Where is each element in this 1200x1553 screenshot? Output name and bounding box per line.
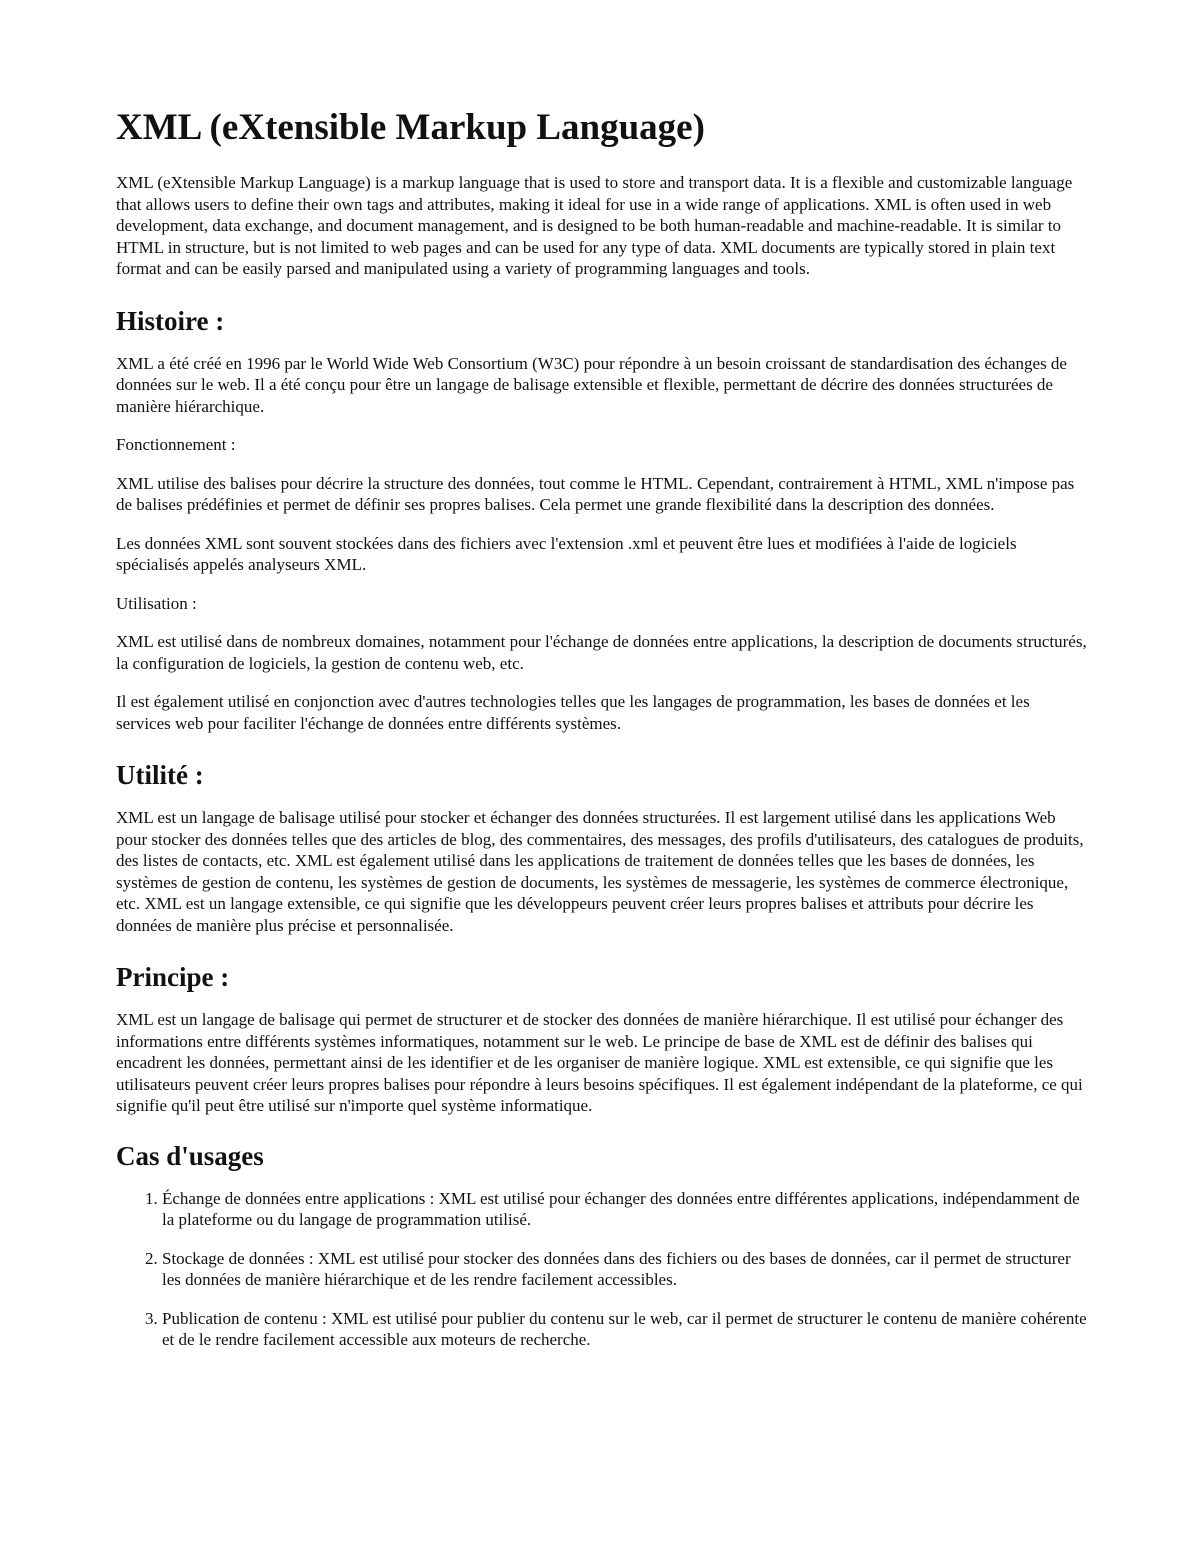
- heading-histoire: Histoire :: [116, 305, 225, 336]
- heading-cas-usages: Cas d'usages: [116, 1140, 264, 1171]
- histoire-paragraph-creation: XML a été créé en 1996 par le World Wide Web Consortium (W3C) pour répondre à un besoin croissant de standardisation des échanges de données sur le web. Il a été conçu pour être un langage de balisage extensible et flexible, permettant de décrire des données structurées de manière hiérarchique.: [116, 353, 1067, 416]
- section-cas-usages: [116, 1139, 1088, 1351]
- document-title: XML (eXtensible Markup Language): [116, 107, 705, 148]
- utilite-paragraph: XML est un langage de balisage utilisé pour stocker et échanger des données structurées. Il est largement utilisé dans les applications Web pour stocker des données telles que des articles de blog, des commentaires, des messages, des profils d'utilisateurs, des catalogues de produits, des listes de contacts, etc. XML est également utilisé dans les applications de traitement de données telles que les bases de données, les systèmes de gestion de contenu, les systèmes de gestion de documents, les systèmes de messagerie, les systèmes de commerce électronique, etc. XML est un langage extensible, ce qui signifie que les développeurs peuvent créer leurs propres balises et attributs pour décrire les données de manière plus précise et personnalisée.: [116, 808, 1084, 935]
- section-principe: [116, 960, 1088, 1117]
- list-item: 3. Publication de contenu : XML est utilisé pour publier du contenu sur le web, car il permet de structurer le contenu de manière cohérente et de le rendre facilement accessible aux moteurs de recherche.: [162, 1308, 1088, 1351]
- utilisation-paragraph-domaines: XML est utilisé dans de nombreux domaines, notamment pour l'échange de données entre applications, la description de documents structurés, la configuration de logiciels, la gestion de contenu web, etc.: [116, 632, 1087, 673]
- list-item: 1. Échange de données entre applications : XML est utilisé pour échanger des données entre différentes applications, indépendamment de la plateforme ou du langage de programmation utilisé.: [162, 1188, 1088, 1231]
- heading-principe: Principe :: [116, 962, 230, 992]
- fonctionnement-paragraph-stockage: Les données XML sont souvent stockées dans des fichiers avec l'extension .xml et peuvent être lues et modifiées à l'aide de logiciels spécialisés appelés analyseurs XML.: [116, 533, 1017, 574]
- section-utilite: [116, 758, 1088, 936]
- list-item: 2. Stockage de données : XML est utilisé pour stocker des données dans des fichiers ou des bases de données, car il permet de structurer les données de manière hiérarchique et de les rendre facilement accessibles.: [162, 1248, 1088, 1291]
- cas-usages-list: [116, 1188, 1088, 1351]
- utilisation-label: Utilisation :: [116, 593, 197, 613]
- heading-utilite: Utilité :: [116, 760, 204, 790]
- intro-paragraph: XML (eXtensible Markup Language) is a markup language that is used to store and transport data. It is a flexible and customizable language that allows users to define their own tags and attributes, making it ideal for use in a wide range of applications. XML is often used in web development, data exchange, and document management, and is designed to be both human-readable and machine-readable. It is similar to HTML in structure, but is not limited to web pages and can be used for any type of data. XML documents are typically stored in plain text format and can be easily parsed and manipulated using a variety of programming languages and tools.: [116, 173, 1073, 278]
- fonctionnement-label: Fonctionnement :: [116, 435, 236, 454]
- section-histoire: [116, 304, 1088, 735]
- utilisation-paragraph-technologies: Il est également utilisé en conjonction avec d'autres technologies telles que les langages de programmation, les bases de données et les services web pour faciliter l'échange de données entre différents systèmes.: [116, 692, 1030, 733]
- principe-paragraph: XML est un langage de balisage qui permet de structurer et de stocker des données de manière hiérarchique. Il est utilisé pour échanger des informations entre différents systèmes informatiques, notamment sur le web. Le principe de base de XML est de définir des balises qui encadrent les données, permettant ainsi de les identifier et de les organiser de manière logique. XML est extensible, ce qui signifie que les utilisateurs peuvent créer leurs propres balises pour répondre à leurs besoins spécifiques. Il est également indépendant de la plateforme, ce qui signifie qu'il peut être utilisé sur n'importe quel système informatique.: [116, 1010, 1083, 1115]
- fonctionnement-paragraph-balises: XML utilise des balises pour décrire la structure des données, tout comme le HTML. Cependant, contrairement à HTML, XML n'impose pas de balises prédéfinies et permet de définir ses propres balises. Cela permet une grande flexibilité dans la description des données.: [116, 473, 1075, 514]
